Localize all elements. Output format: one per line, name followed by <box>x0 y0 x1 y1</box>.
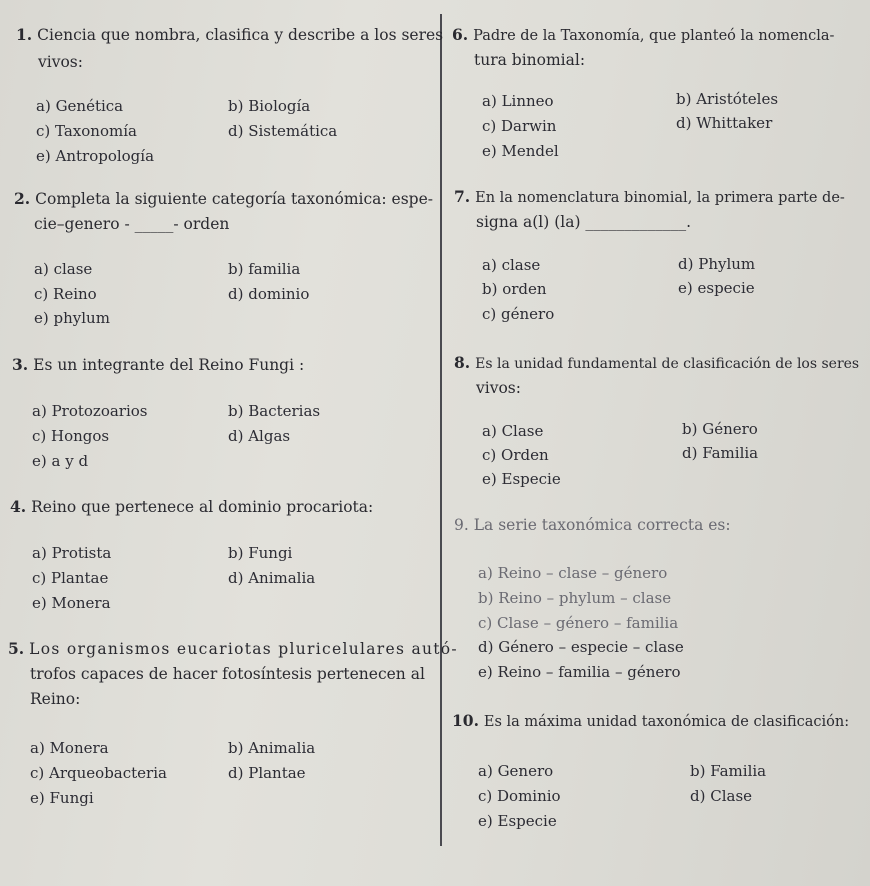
question-text-line: Reino: <box>30 690 81 708</box>
question-number: 1. <box>16 25 33 44</box>
option-e: e) especie <box>678 279 755 297</box>
question-number: 7. <box>454 187 471 206</box>
question-text-line: Los organismos eucariotas pluricelulares autó- <box>29 640 458 658</box>
option-e: e) Especie <box>478 812 557 830</box>
option-e: e) Antropología <box>36 147 155 165</box>
option-a: a) Linneo <box>482 92 554 110</box>
question-text-line: La serie taxonómica correcta es: <box>473 516 731 534</box>
option-d: d) Animalia <box>228 569 316 587</box>
option-b: b) Aristóteles <box>676 90 779 108</box>
option-b: b) orden <box>482 280 547 298</box>
option-b: b) Reino – phylum – clase <box>478 589 672 607</box>
option-c: c) Hongos <box>32 427 110 445</box>
question-number: 9. <box>454 516 469 534</box>
option-e: e) a y d <box>32 452 89 470</box>
option-e: e) Fungi <box>30 789 94 807</box>
option-e: e) Especie <box>482 470 561 488</box>
question-text-line: Ciencia que nombra, clasifica y describe a los seres <box>37 26 444 44</box>
question-number: 10. <box>452 711 479 730</box>
question-text-line: Es un integrante del Reino Fungi : <box>33 356 305 374</box>
question-text-line: Padre de la Taxonomía, que planteó la nomencla- <box>473 28 835 44</box>
question-number: 2. <box>14 189 31 208</box>
option-d: d) dominio <box>228 285 310 303</box>
question-text-line: Reino que pertenece al dominio procariota: <box>31 498 374 516</box>
option-a: a) Monera <box>30 739 109 757</box>
question-text-line: cie–genero - _____- orden <box>34 215 230 233</box>
option-a: a) Genero <box>478 762 554 780</box>
question-text-line: En la nomenclatura binomial, la primera parte de- <box>475 190 845 206</box>
column-divider <box>440 14 442 846</box>
option-b: b) Biología <box>228 97 311 115</box>
option-d: d) Whittaker <box>676 114 773 132</box>
option-d: d) Familia <box>682 444 759 462</box>
option-b: b) Bacterias <box>228 402 321 420</box>
option-b: b) Fungi <box>228 544 293 562</box>
question-number: 6. <box>452 25 469 44</box>
option-b: b) Familia <box>690 762 767 780</box>
option-c: c) Arqueobacteria <box>30 764 167 782</box>
question-text-line: Es la unidad fundamental de clasificación de los seres <box>475 356 860 372</box>
option-a: a) clase <box>482 256 541 274</box>
question-number: 8. <box>454 353 471 372</box>
option-b: b) Animalia <box>228 739 316 757</box>
option-d: d) Plantae <box>228 764 306 782</box>
option-c: c) Clase – género – familia <box>478 614 679 632</box>
question-number: 3. <box>12 355 29 374</box>
option-e: e) phylum <box>34 309 110 327</box>
option-d: d) Clase <box>690 787 753 805</box>
option-a: a) clase <box>34 260 93 278</box>
option-e: e) Reino – familia – género <box>478 663 681 681</box>
option-b: b) familia <box>228 260 301 278</box>
option-a: a) Reino – clase – género <box>478 564 668 582</box>
option-c: c) género <box>482 305 555 323</box>
option-c: c) Reino <box>34 285 97 303</box>
option-d: d) Género – especie – clase <box>478 638 684 656</box>
option-e: e) Monera <box>32 594 111 612</box>
option-e: e) Mendel <box>482 142 559 160</box>
question-text-line: Completa la siguiente categoría taxonómica: espe- <box>35 190 434 208</box>
option-c: c) Darwin <box>482 117 557 135</box>
question-text-line: vivos: <box>476 379 521 397</box>
option-c: c) Orden <box>482 446 549 464</box>
question-text-line: tura binomial: <box>474 51 586 69</box>
option-a: a) Protista <box>32 544 112 562</box>
question-text-line: signa a(l) (la) _____________. <box>476 213 692 231</box>
option-c: c) Dominio <box>478 787 561 805</box>
option-a: a) Protozoarios <box>32 402 148 420</box>
option-a: a) Clase <box>482 422 544 440</box>
option-d: d) Algas <box>228 427 291 445</box>
question-text-line: trofos capaces de hacer fotosíntesis pertenecen al <box>30 665 425 683</box>
option-c: c) Plantae <box>32 569 109 587</box>
option-b: b) Género <box>682 420 758 438</box>
question-number: 4. <box>10 497 27 516</box>
option-c: c) Taxonomía <box>36 122 137 140</box>
option-d: d) Phylum <box>678 255 756 273</box>
option-a: a) Genética <box>36 97 124 115</box>
option-d: d) Sistemática <box>228 122 338 140</box>
question-text-line: vivos: <box>38 53 83 71</box>
question-number: 5. <box>8 639 25 658</box>
question-text-line: Es la máxima unidad taxonómica de clasificación: <box>483 714 850 730</box>
